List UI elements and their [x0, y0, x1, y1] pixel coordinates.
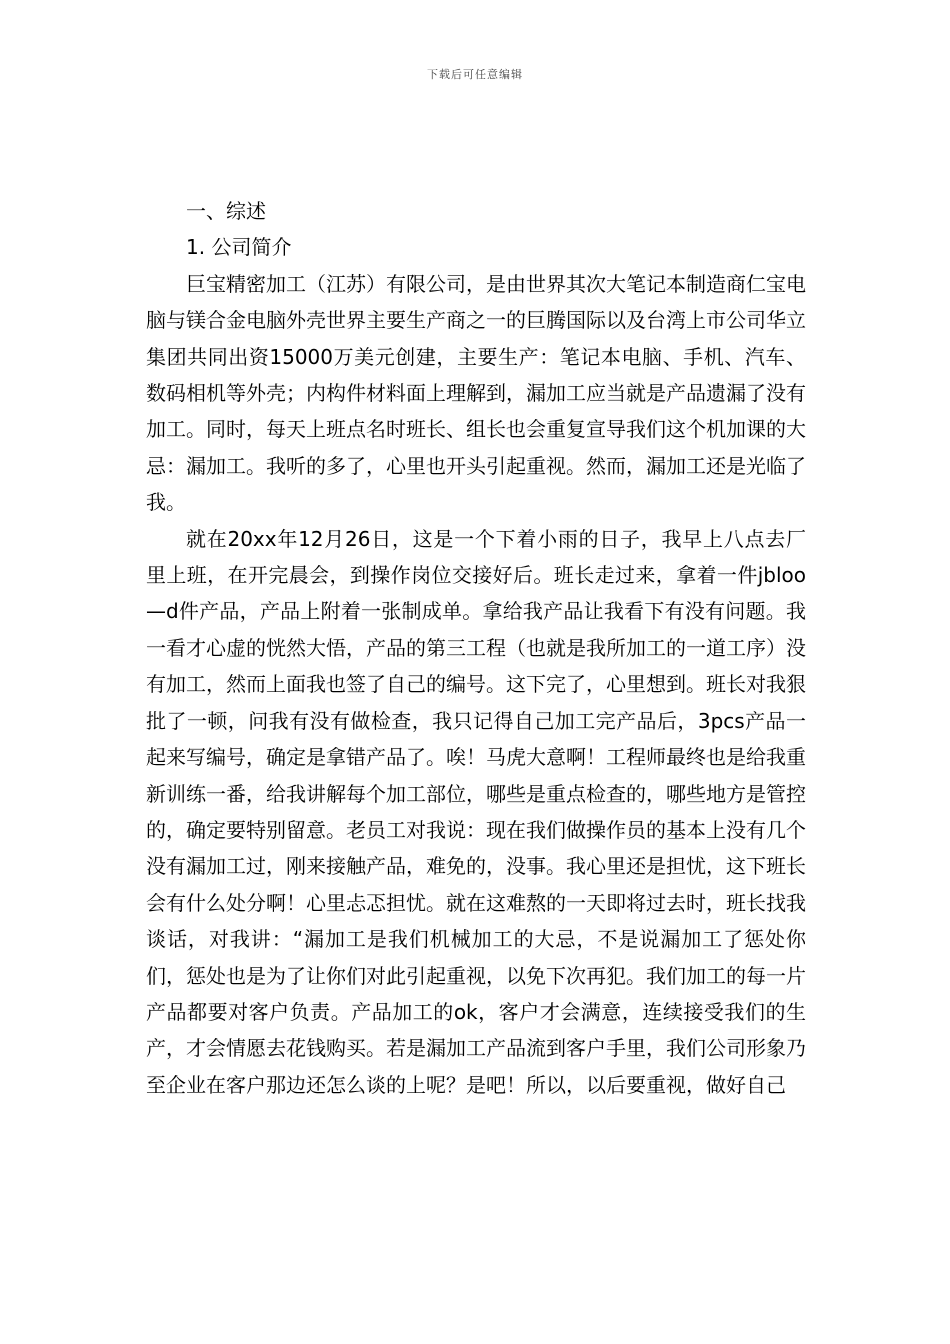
- paragraph-company-intro: 巨宝精密加工（江苏）有限公司，是由世界其次大笔记本制造商仁宝电脑与镁合金电脑外壳世界主要生产商之一的巨腾国际以及台湾上市公司华立集团共同出资15000万美元创建，主要生产：笔记本电脑、手机、汽车、数码相机等外壳；内构件材料面上理解到，漏加工应当就是产品遗漏了没有加工。同时，每天上班点名时班长、组长也会重复宣导我们这个机加课的大忌：漏加工。我听的多了，心里也开头引起重视。然而，漏加工还是光临了我。: [146, 271, 806, 515]
- subsection-title: 1. 公司简介: [186, 235, 292, 260]
- section-title: 一、综述: [186, 199, 266, 223]
- page-header-note: 下载后可任意编辑: [427, 68, 523, 81]
- paragraph-incident: 就在20xx年12月26日，这是一个下着小雨的日子，我早上八点去厂里上班，在开完晨会，到操作岗位交接好后。班长走过来，拿着一件jbloo—d件产品，产品上附着一张制成单。拿给我产品让我看下有没有问题。我一看才心虚的恍然大悟，产品的第三工程（也就是我所加工的一道工序）没有加工，然而上面我也签了自己的编号。这下完了，心里想到。班长对我狠批了一顿，问我有没有做检查，我只记得自己加工完产品后，3pcs产品一起来写编号，确定是拿错产品了。唉！马虎大意啊！工程师最终也是给我重新训练一番，给我讲解每个加工部位，哪些是重点检查的，哪些地方是管控的，确定要特别留意。老员工对我说：现在我们做操作员的基本上没有几个没有漏加工过，刚来接触产品，难免的，没事。我心里还是担忧，这下班长会有什么处分啊！心里忐忑担忧。就在这难熬的一天即将过去时，班长找我谈话，对我讲：“漏加工是我们机械加工的大忌，不是说漏加工了惩处你们，惩处也是为了让你们对此引起重视，以免下次再犯。我们加工的每一片产品都要对客户负责。产品加工的ok，客户才会满意，连续接受我们的生产，才会情愿去花钱购买。若是漏加工产品流到客户手里，我们公司形象乃至企业在客户那边还怎么谈的上呢？是吧！所以，以后要重视，做好自己: [146, 526, 806, 1097]
- document-body: [146, 193, 806, 1103]
